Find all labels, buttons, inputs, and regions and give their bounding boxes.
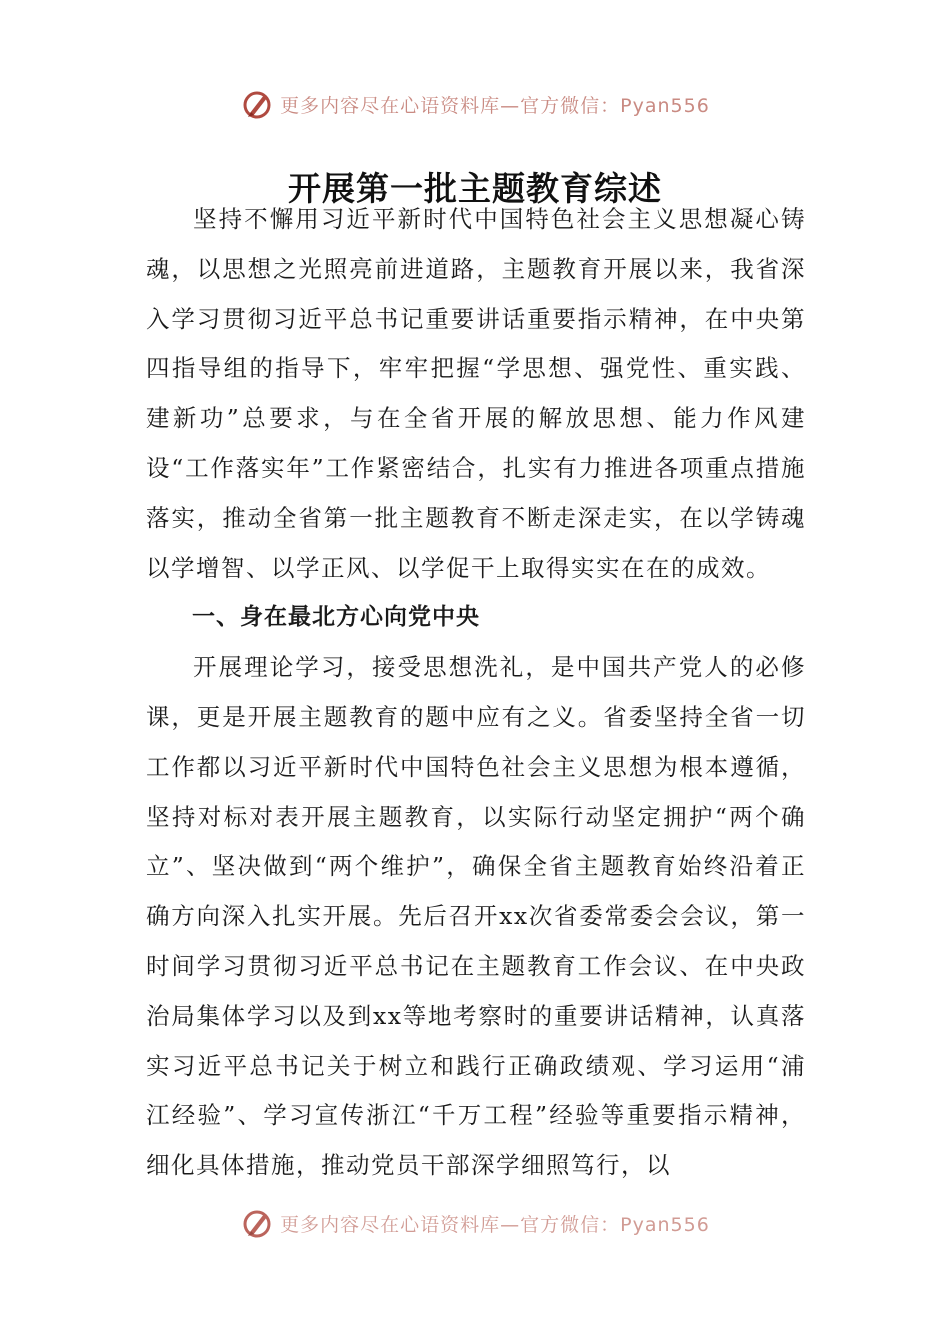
- section-heading: 一、身在最北方心向党中央: [192, 604, 480, 631]
- header-watermark: [0, 84, 950, 124]
- watermark-text: 更多内容尽在心语资料库—官方微信：Pyan556: [280, 1213, 710, 1236]
- page-title: 开展第一批主题教育综述: [288, 169, 662, 209]
- pen-nib-logo-icon: [240, 87, 274, 121]
- document-body: [146, 195, 806, 1191]
- watermark-text: 更多内容尽在心语资料库—官方微信：Pyan556: [280, 94, 710, 117]
- section-paragraph: 开展理论学习，接受思想洗礼，是中国共产党人的必修课，更是开展主题教育的题中应有之义。省委坚持全省一切工作都以习近平新时代中国特色社会主义思想为根本遵循，坚持对标对表开展主题教育，以实际行动坚定拥护“两个确立”、坚决做到“两个维护”，确保全省主题教育始终沿着正确方向深入扎实开展。先后召开xx次省委常委会会议，第一时间学习贯彻习近平总书记在主题教育工作会议、在中央政治局集体学习以及到xx等地考察时的重要讲话精神，认真落实习近平总书记关于树立和践行正确政绩观、学习运用“浦江经验”、学习宣传浙江“千万工程”经验等重要指示精神，细化具体措施，推动党员干部深学细照笃行，以: [146, 653, 806, 1180]
- footer-watermark: [0, 1203, 950, 1243]
- pen-nib-logo-icon: [240, 1206, 274, 1240]
- intro-paragraph: 坚持不懈用习近平新时代中国特色社会主义思想凝心铸魂，以思想之光照亮前进道路，主题教育开展以来，我省深入学习贯彻习近平总书记重要讲话重要指示精神，在中央第四指导组的指导下，牢牢把握“学思想、强党性、重实践、建新功”总要求，与在全省开展的解放思想、能力作风建设“工作落实年”工作紧密结合，扎实有力推进各项重点措施落实，推动全省第一批主题教育不断走深走实，在以学铸魂以学增智、以学正风、以学促干上取得实实在在的成效。: [146, 205, 806, 582]
